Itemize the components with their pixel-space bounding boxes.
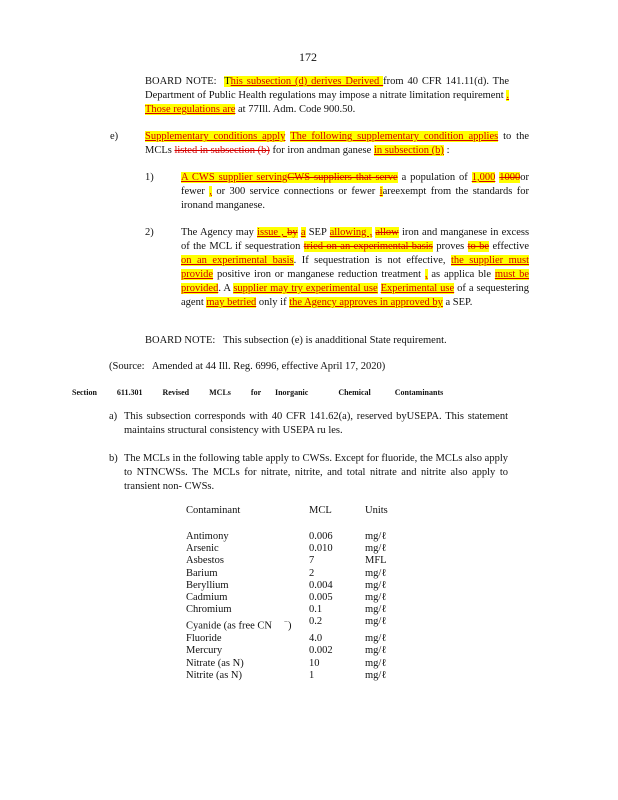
para-e: Supplementary conditions apply The following supplementary condition applies to the MCLs listed in subsection (b) for iron andman ganese in subsection (b) :: [145, 131, 529, 156]
item-1: A CWS supplier servingCWS suppliers that serve a population of 1,000 1000or fewer , or 300 service connections or fewer iareexempt from the standards for ironand manganese.: [181, 172, 530, 211]
source-note: (Source: Amended at 44 Ill. Reg. 6996, effective April 17, 2020): [109, 361, 386, 372]
table-row: Cyanide (as free CN −) 0.2 mg/ℓ: [186, 616, 387, 632]
table-row: Mercury 0.002 mg/ℓ: [186, 645, 387, 657]
section-heading: Section 611.301 Revised MCLs for Inorganic Chemical Contaminants: [72, 388, 444, 397]
table-header-row: [186, 505, 406, 531]
page-number: 172: [299, 50, 317, 64]
item-2-marker: 2): [145, 227, 154, 238]
table-row: Antimony 0.006 mg/ℓ: [186, 531, 387, 542]
item-1-marker: 1): [145, 172, 154, 183]
column-header: Units: [365, 505, 388, 516]
para-b: The MCLs in the following table apply to CWSs. Except for fluoride, the MCLs also apply to NTNCWSs. The MCLs for nitrate, nitrite, and total nitrate and nitrite also apply to transient non- CWSs.: [124, 453, 508, 492]
table-row: Asbestos 7 MFL: [186, 555, 387, 567]
mcl-table: [186, 505, 406, 682]
para-a-marker: a): [109, 411, 118, 422]
board-note-label: BOARD NOTE:: [145, 335, 216, 346]
table-row: Arsenic 0.010 mg/ℓ: [186, 543, 387, 555]
board-note-1: BOARD NOTE: This subsection (d) derives Derived from 40 CFR 141.11(d). The Department of Public Health regulations may impose a nitrate limitation requirement . Those regulations are at 77Ill. Adm. Code 900.50.: [145, 76, 510, 115]
board-note-label: BOARD NOTE:: [145, 76, 217, 87]
board-note-2: BOARD NOTE: This subsection (e) is anadditional State requirement.: [145, 335, 447, 346]
table-row: Nitrate (as N) 10 mg/ℓ: [186, 657, 387, 669]
table-row: Beryllium 0.004 mg/ℓ: [186, 579, 387, 591]
table-row: Fluoride 4.0 mg/ℓ: [186, 633, 387, 645]
table-row: Cadmium 0.005 mg/ℓ: [186, 592, 387, 604]
para-e-marker: e): [110, 131, 119, 142]
table-row: Barium 2 mg/ℓ: [186, 567, 387, 579]
item-2: The Agency may issue , by a SEP allowing , allow iron and manganese in excess of the MCL if sequestration tried on an experimental basis proves to be effective on an experimental basis. If sequestration is not effective, the supplier must provide positive iron or manganese reduction treatment , as applica ble must be provided. A supplier may try experimental use Experimental use of a sequestering agent may betried only if the Agency approves in approved by a SEP.: [181, 227, 530, 308]
para-a: This subsection corresponds with 40 CFR 141.62(a), reserved byUSEPA. This statement maintains structural consistency with USEPA ru les.: [124, 411, 508, 436]
table-row: Nitrite (as N) 1 mg/ℓ: [186, 669, 387, 681]
column-header: Contaminant: [186, 505, 241, 516]
column-header: MCL: [309, 505, 332, 516]
table-row: Chromium 0.1 mg/ℓ: [186, 604, 387, 616]
para-b-marker: b): [109, 453, 118, 464]
